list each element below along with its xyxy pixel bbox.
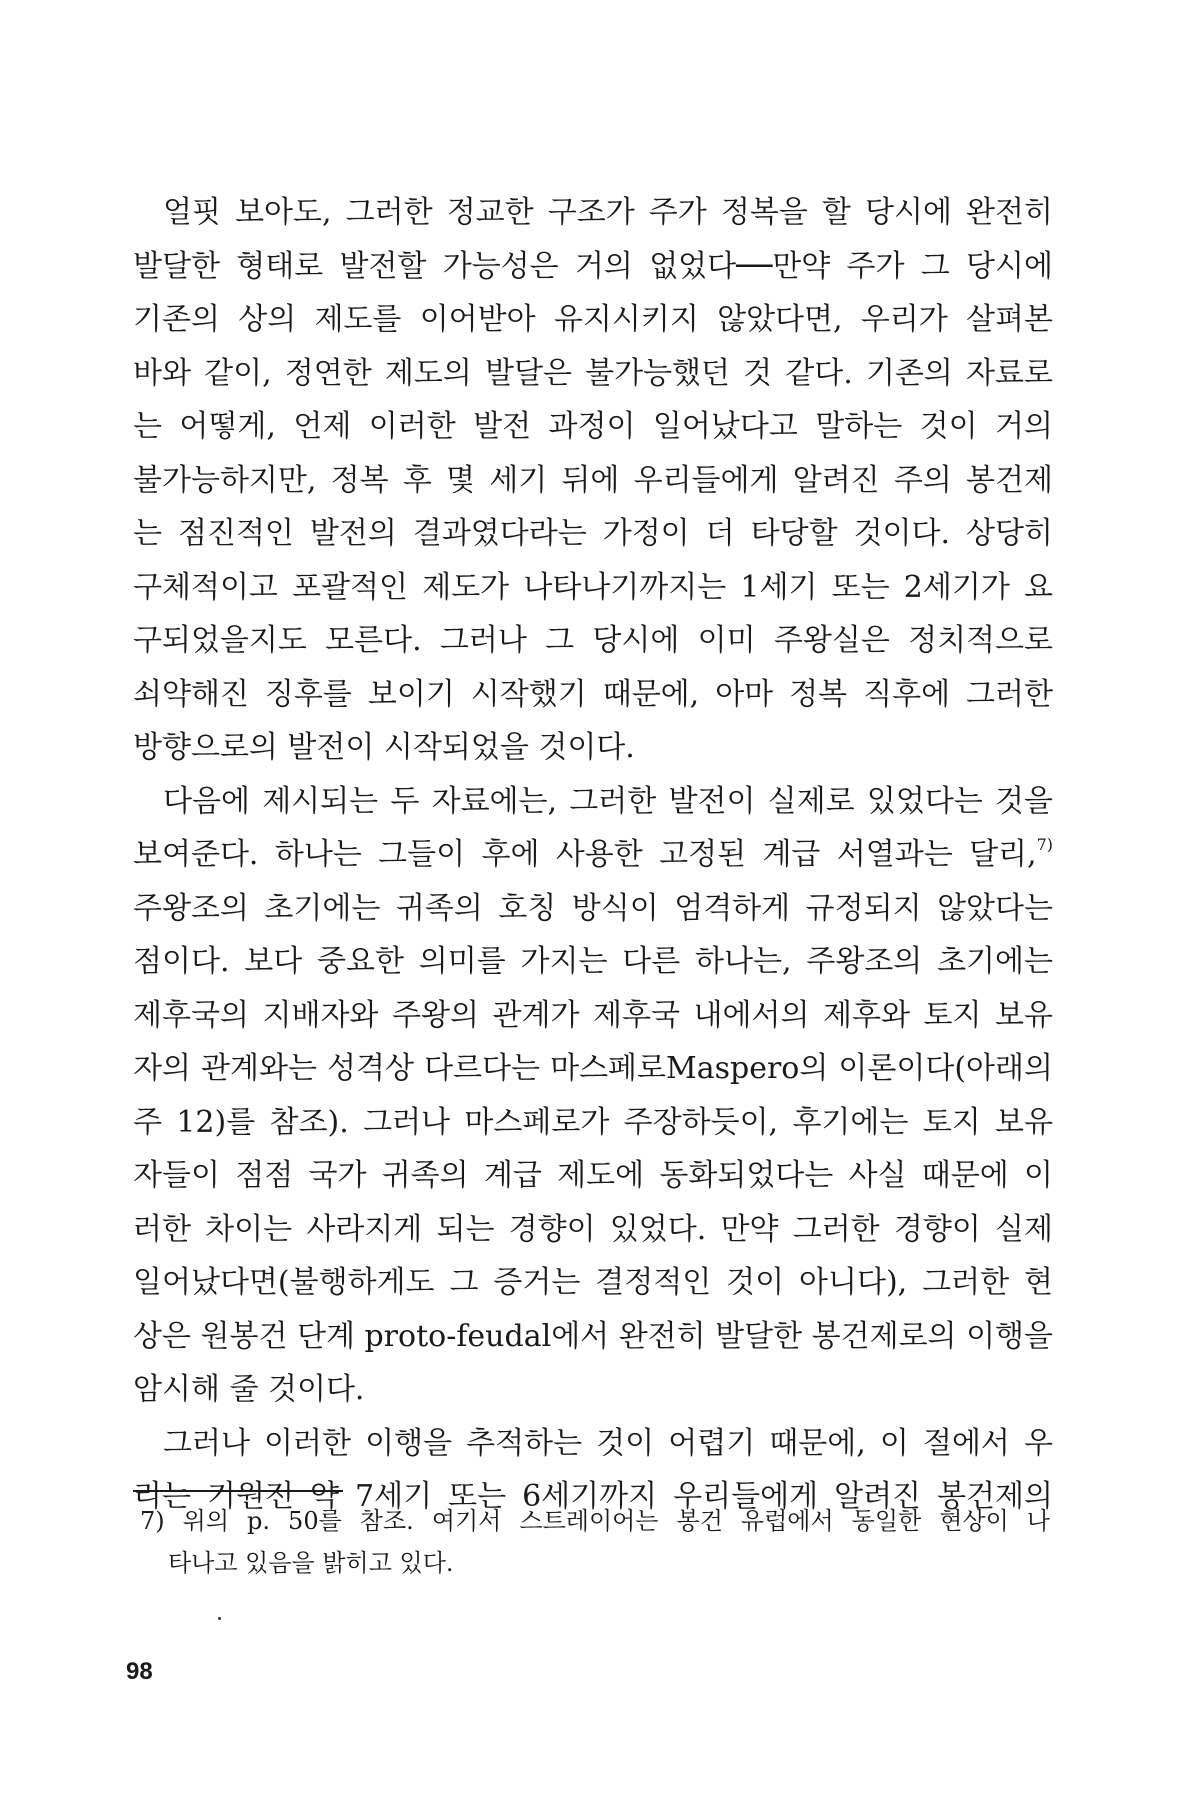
body-text <box>133 186 1053 1524</box>
text-line: 그러나 이러한 이행을 추적하는 것이 어렵기 때문에, 이 절에서 우 <box>163 1425 1053 1461</box>
text-line: 는 어떻게, 언제 이러한 발전 과정이 일어났다고 말하는 것이 거의 <box>133 409 1053 444</box>
text-line: 바와 같이, 정연한 제도의 발달은 불가능했던 것 같다. 기존의 자료로 <box>133 355 1053 391</box>
text-line: 암시해 줄 것이다. <box>133 1372 365 1407</box>
text-line: 상은 원봉건 단계 proto-feudal에서 완전히 발달한 봉건제로의 이행을 <box>133 1318 1053 1354</box>
text-line: 제후국의 지배자와 주왕의 관계가 제후국 내에서의 제후와 토지 보유 <box>133 997 1053 1033</box>
text-line: 주 12)를 참조). 그러나 마스페로가 주장하듯이, 후기에는 토지 보유 <box>133 1104 1053 1140</box>
text-line: 얼핏 보아도, 그러한 정교한 구조가 주가 정복을 할 당시에 완전히 <box>163 195 1053 230</box>
text-line: 러한 차이는 사라지게 되는 경향이 있었다. 만약 그러한 경향이 실제 <box>133 1211 1053 1247</box>
text-line-content: 보여준다. 하나는 그들이 후에 사용한 고정된 계급 서열과는 달리, <box>133 837 1037 872</box>
text-line: 발달한 형태로 발전할 가능성은 거의 없었다──만약 주가 그 당시에 <box>133 248 1053 284</box>
text-line: 주왕조의 초기에는 귀족의 호칭 방식이 엄격하게 규정되지 않았다는 <box>133 890 1053 926</box>
text-line: 구체적이고 포괄적인 제도가 나타나기까지는 1세기 또는 2세기가 요 <box>133 569 1053 605</box>
text-line: 방향으로의 발전이 시작되었을 것이다. <box>133 730 635 765</box>
text-line: 다음에 제시되는 두 자료에는, 그러한 발전이 실제로 있었다는 것을 <box>163 783 1053 819</box>
footnote <box>140 1500 1050 1584</box>
text-line: 기존의 상의 제도를 이어받아 유지시키지 않았다면, 우리가 살펴본 <box>133 302 1053 337</box>
text-line: 는 점진적인 발전의 결과였다라는 가정이 더 타당할 것이다. 상당히 <box>133 516 1053 551</box>
text-line: 자의 관계와는 성격상 다르다는 마스페로Maspero의 이론이다(아래의 <box>133 1051 1053 1086</box>
text-line: 점이다. 보다 중요한 의미를 가지는 다른 하나는, 주왕조의 초기에는 <box>133 944 1053 979</box>
footnote-line: 타나고 있음을 밝히고 있다. <box>168 1549 454 1577</box>
text-line: 리는 기원전 약 7세기 또는 6세기까지 우리들에게 알려진 봉건제의 <box>133 1479 1053 1514</box>
print-speck <box>218 1617 221 1620</box>
text-line: 구되었을지도 모른다. 그러나 그 당시에 이미 주왕실은 정치적으로 <box>133 623 1053 658</box>
text-line: 일어났다면(불행하게도 그 증거는 결정적인 것이 아니다), 그러한 현 <box>133 1265 1053 1300</box>
text-line: 자들이 점점 국가 귀족의 계급 제도에 동화되었다는 사실 때문에 이 <box>133 1158 1053 1193</box>
footnote-line: 7) 위의 p. 50를 참조. 여기서 스트레이어는 봉건 유럽에서 동일한 현상이 나 <box>140 1507 1050 1535</box>
footnote-divider <box>133 1490 343 1492</box>
footnote-marker: 7) <box>1036 835 1053 854</box>
text-line <box>133 828 1053 882</box>
text-line: 쇠약해진 징후를 보이기 시작했기 때문에, 아마 정복 직후에 그러한 <box>133 676 1053 712</box>
page-number: 98 <box>126 1658 153 1685</box>
text-line: 불가능하지만, 정복 후 몇 세기 뒤에 우리들에게 알려진 주의 봉건제 <box>133 462 1053 498</box>
